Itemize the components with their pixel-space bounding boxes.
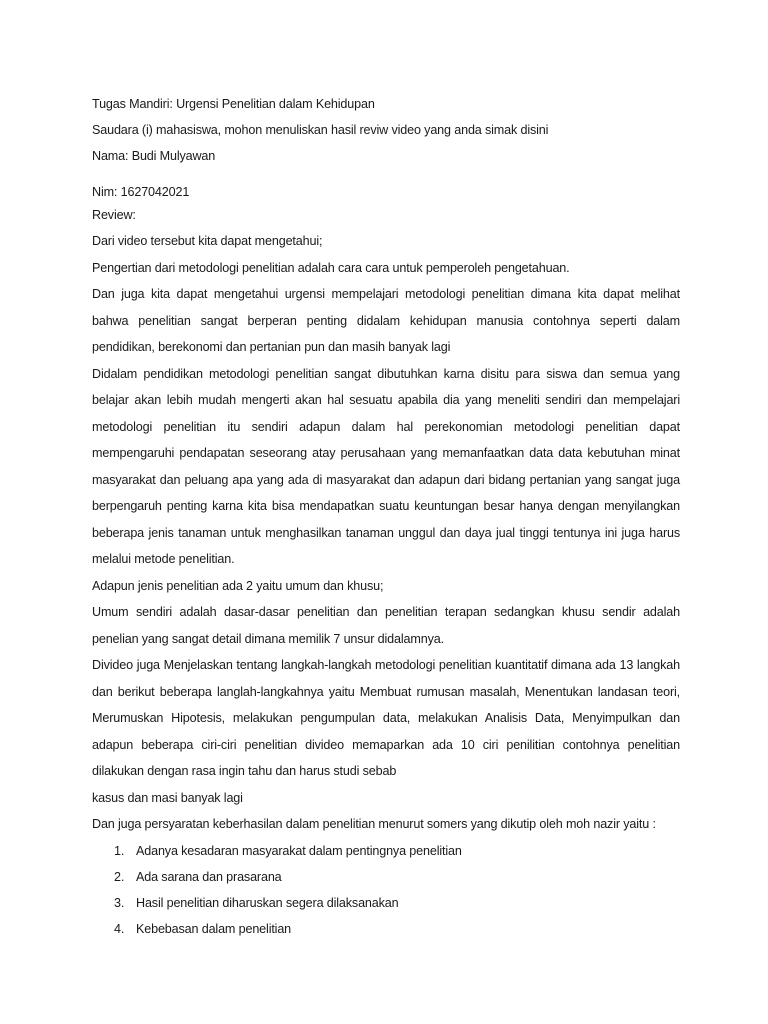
list-item bbox=[92, 890, 680, 916]
review-label: Review: bbox=[92, 208, 136, 222]
student-nim: Nim: 1627042021 bbox=[92, 185, 190, 199]
paragraph-urgency: Dan juga kita dapat mengetahui urgensi mempelajari metodologi penelitian dimana kita dapat melihat bahwa penelitian sangat berperan penting didalam kehidupan manusia contohnya seperti dalam pendidikan, berekonomi dan pertanian pun dan masih banyak lagi bbox=[92, 287, 680, 354]
list-item-text: Ada sarana dan prasarana bbox=[136, 869, 282, 884]
paragraph-steps: Divideo juga Menjelaskan tentang langkah-langkah metodologi penelitian kuantitatif dimana ada 13 langkah dan berikut beberapa langlah-langkahnya yaitu Membuat rumusan masalah, Menentukan landasan teori, Merumuskan Hipotesis, melakukan pengumpulan data, melakukan Analisis Data, Menyimpulkan dan adapun beberapa ciri-ciri penelitian divideo memaparkan ada 10 ciri penilitian contohnya penelitian dilakukan dengan rasa ingin tahu dan harus studi sebab bbox=[92, 658, 680, 778]
list-item-number: 3. bbox=[114, 895, 125, 910]
list-item bbox=[92, 864, 680, 890]
list-item-number: 2. bbox=[114, 869, 125, 884]
list-item-number: 4. bbox=[114, 921, 125, 936]
paragraph-definition: Pengertian dari metodologi penelitian adalah cara cara untuk pemperoleh pengetahuan. bbox=[92, 260, 570, 275]
instruction-text: Saudara (i) mahasiswa, mohon menuliskan hasil reviw video yang anda simak disini bbox=[92, 123, 549, 137]
paragraph-steps-end: kasus dan masi banyak lagi bbox=[92, 790, 243, 805]
list-item-text: Hasil penelitian diharuskan segera dilaksanakan bbox=[136, 895, 399, 910]
paragraph-types-detail: Umum sendiri adalah dasar-dasar penelitian dan penelitian terapan sedangkan khusu sendir adalah penelian yang sangat detail dimana memilik 7 unsur didalamnya. bbox=[92, 605, 680, 646]
paragraph-education: Didalam pendidikan metodologi penelitian sangat dibutuhkan karna disitu para siswa dan semua yang belajar akan lebih mudah mengerti akan hal sesuatu apabila dia yang meneliti sendiri dan mempelajari metodologi penelitian itu sendiri adapun dalam hal perekonomian metodologi penelitian dapat mempengaruhi pendapatan seseorang atay perusahaan yang memanfaatkan data data kebutuhan minat masyarakat dan peluang apa yang ada di masyarakat dan adapun dari bidang pertanian yang sangat juga berpengaruh penting karna kita bisa mendapatkan suatu keuntungan besar hanya dengan menyilangkan beberapa jenis tanaman untuk menghasilkan tanaman unggul dan daya jual tinggi tentunya ini juga harus melalui metode penelitian. bbox=[92, 366, 680, 566]
requirements-list bbox=[92, 838, 680, 942]
paragraph-intro: Dari video tersebut kita dapat mengetahui; bbox=[92, 234, 323, 248]
paragraph-requirements: Dan juga persyaratan keberhasilan dalam penelitian menurut somers yang dikutip oleh moh nazir yaitu : bbox=[92, 817, 656, 831]
list-item-text: Adanya kesadaran masyarakat dalam pentingnya penelitian bbox=[136, 843, 462, 858]
document-title: Tugas Mandiri: Urgensi Penelitian dalam Kehidupan bbox=[92, 97, 375, 111]
document-page bbox=[92, 91, 680, 942]
list-item-number: 1. bbox=[114, 843, 125, 858]
list-item bbox=[92, 916, 680, 942]
student-name: Nama: Budi Mulyawan bbox=[92, 149, 216, 163]
list-item-text: Kebebasan dalam penelitian bbox=[136, 921, 292, 936]
list-item bbox=[92, 838, 680, 864]
paragraph-types: Adapun jenis penelitian ada 2 yaitu umum dan khusu; bbox=[92, 578, 384, 593]
